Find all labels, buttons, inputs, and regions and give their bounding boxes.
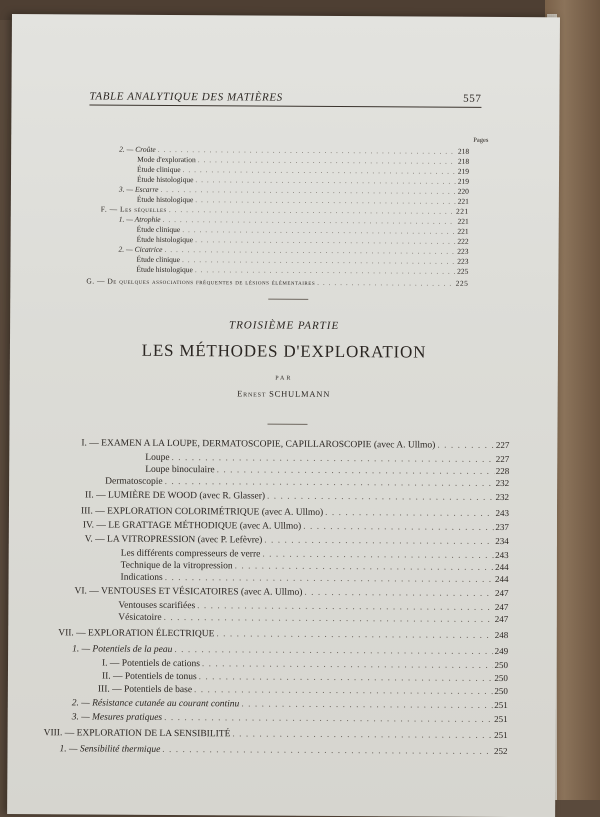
- toc-entry: VI. — VENTOUSES ET VÉSICATOIRES (avec A. Ullmo) . . . 247: [74, 584, 508, 600]
- toc-entry: Étude clinique . . . 221: [137, 225, 469, 237]
- pages-column-label: Pages: [473, 136, 489, 144]
- toc-entry: II. — Potentiels de tonus . . . 250: [102, 670, 508, 685]
- toc-entry: Vésicatoire . . . 247: [118, 611, 508, 626]
- par-label: PAR: [275, 375, 293, 382]
- toc-entry: Étude histologique . . . 225: [136, 265, 468, 277]
- author-name: Ernest SCHULMANN: [237, 388, 331, 399]
- toc-entry: 1. — Atrophie . . . 221: [119, 215, 469, 227]
- running-header-title: TABLE ANALYTIQUE DES MATIÈRES: [89, 90, 283, 104]
- toc-entry: I. — EXAMEN A LA LOUPE, DERMATOSCOPIE, CAPILLAROSCOPIE (avec A. Ullmo) . . . 227: [81, 436, 509, 452]
- toc-entry: Les différents compresseurs de verre . . . 243: [121, 547, 509, 562]
- part-title: LES MÉTHODES D'EXPLORATION: [141, 340, 427, 362]
- toc-entry: VIII. — EXPLORATION DE LA SENSIBILITÉ . . . 251: [44, 726, 508, 742]
- running-header: [89, 90, 481, 107]
- toc-entry: F. — Les séquelles . . . 221: [101, 205, 469, 217]
- toc-entry: Étude histologique . . . 221: [137, 195, 469, 207]
- toc-entry: III. — EXPLORATION COLORIMÉTRIQUE (avec A. Ullmo) . . . 243: [81, 504, 509, 520]
- toc-entry: 1. — Sensibilité thermique . . . 252: [59, 742, 507, 758]
- book-page: [7, 14, 560, 817]
- toc-entry: Indications . . . 244: [121, 571, 509, 586]
- toc-entry: Technique de la vitropression . . . 244: [121, 559, 509, 574]
- toc-entry: Dermatoscopie . . . 232: [105, 475, 509, 490]
- toc-entry: 3. — Escarre . . . 220: [119, 185, 469, 197]
- toc-entry: Mode d'exploration . . . 218: [137, 155, 469, 167]
- toc-entry: Étude histologique . . . 219: [137, 175, 469, 187]
- toc-entry: 2. — Cicatrice . . . 223: [119, 245, 469, 257]
- toc-entry: 1. — Potentiels de la peau . . . 249: [72, 642, 508, 658]
- toc-entry: Loupe binoculaire . . . 228: [145, 463, 509, 478]
- toc-entry: 2. — Croûte . . . 218: [119, 145, 469, 157]
- toc-entry: V. — LA VITROPRESSION (avec P. Lefèvre) . . . 234: [85, 532, 509, 548]
- toc-entry: 3. — Mesures pratiques . . . 251: [72, 710, 508, 726]
- toc-entry: Loupe . . . 227: [145, 451, 509, 466]
- toc-entry: 2. — Résistance cutanée au courant continu . . . 251: [72, 696, 508, 712]
- toc-entry: II. — LUMIÈRE DE WOOD (avec R. Glasser) . . . 232: [85, 488, 509, 504]
- separator-rule: [268, 299, 308, 300]
- separator-rule: [267, 424, 307, 425]
- toc-entry: I. — Potentiels de cations . . . 250: [102, 657, 508, 672]
- toc-entry: Étude clinique . . . 223: [136, 255, 468, 267]
- toc-entry: IV. — LE GRATTAGE MÉTHODIQUE (avec A. Ullmo) . . . 237: [83, 518, 509, 534]
- toc-entry: VII. — EXPLORATION ÉLECTRIQUE . . . 248: [58, 626, 508, 642]
- toc-entry: G. — De quelques associations fréquentes de lésions élémentaires . . . 225: [86, 276, 468, 288]
- toc-entry: Étude clinique . . . 219: [137, 165, 469, 177]
- toc-entry: Étude histologique . . . 222: [137, 235, 469, 247]
- part-heading: TROISIÈME PARTIE: [228, 319, 340, 333]
- toc-entry: III. — Potentiels de base . . . 250: [98, 683, 508, 699]
- toc-entry: Ventouses scarifiées . . . 247: [118, 599, 508, 614]
- page-number: 557: [463, 92, 482, 105]
